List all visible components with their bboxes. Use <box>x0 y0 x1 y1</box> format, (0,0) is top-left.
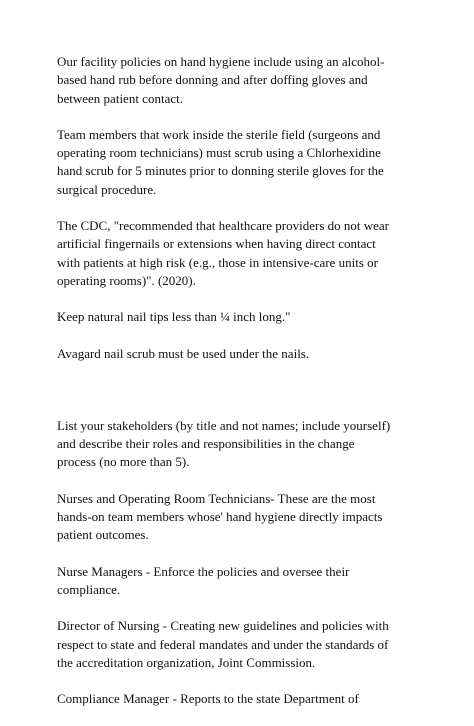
paragraph-director-of-nursing: Director of Nursing - Creating new guidelines and policies with respect to state and federal mandates and under the standards of the accreditation organization, Joint Commission. <box>57 618 389 670</box>
document-page <box>57 53 457 726</box>
paragraph-nurse-managers: Nurse Managers - Enforce the policies and oversee their compliance. <box>57 563 350 597</box>
paragraph-nurses-technicians: Nurses and Operating Room Technicians- These are the most hands-on team members whose' hand hygiene directly impacts patient outcomes. <box>57 490 383 543</box>
paragraph-nail-length: Keep natural nail tips less than ¼ inch long." <box>57 309 291 325</box>
section-gap <box>57 381 457 417</box>
paragraph-sterile-field-scrub: Team members that work inside the sterile field (surgeons and operating room technicians) must scrub using a Chlorhexidine hand scrub for 5 minutes prior to donning sterile gloves for the surgical procedure. <box>57 126 384 197</box>
paragraph-compliance-manager: Compliance Manager - Reports to the state Department of <box>57 691 359 707</box>
paragraph-cdc-recommendation: The CDC, "recommended that healthcare providers do not wear artificial fingernails or extensions when having direct contact with patients at high risk (e.g., those in intensive-care units or operating rooms)". (2020). <box>57 218 389 288</box>
paragraph-hand-hygiene-policy: Our facility policies on hand hygiene include using an alcohol- based hand rub before donning and after doffing gloves and between patient contact. <box>57 54 385 106</box>
paragraph-nail-scrub: Avagard nail scrub must be used under the nails. <box>57 345 310 361</box>
paragraph-stakeholders-prompt: List your stakeholders (by title and not names; include yourself) and describe their roles and responsibilities in the change process (no more than 5). <box>57 417 391 470</box>
